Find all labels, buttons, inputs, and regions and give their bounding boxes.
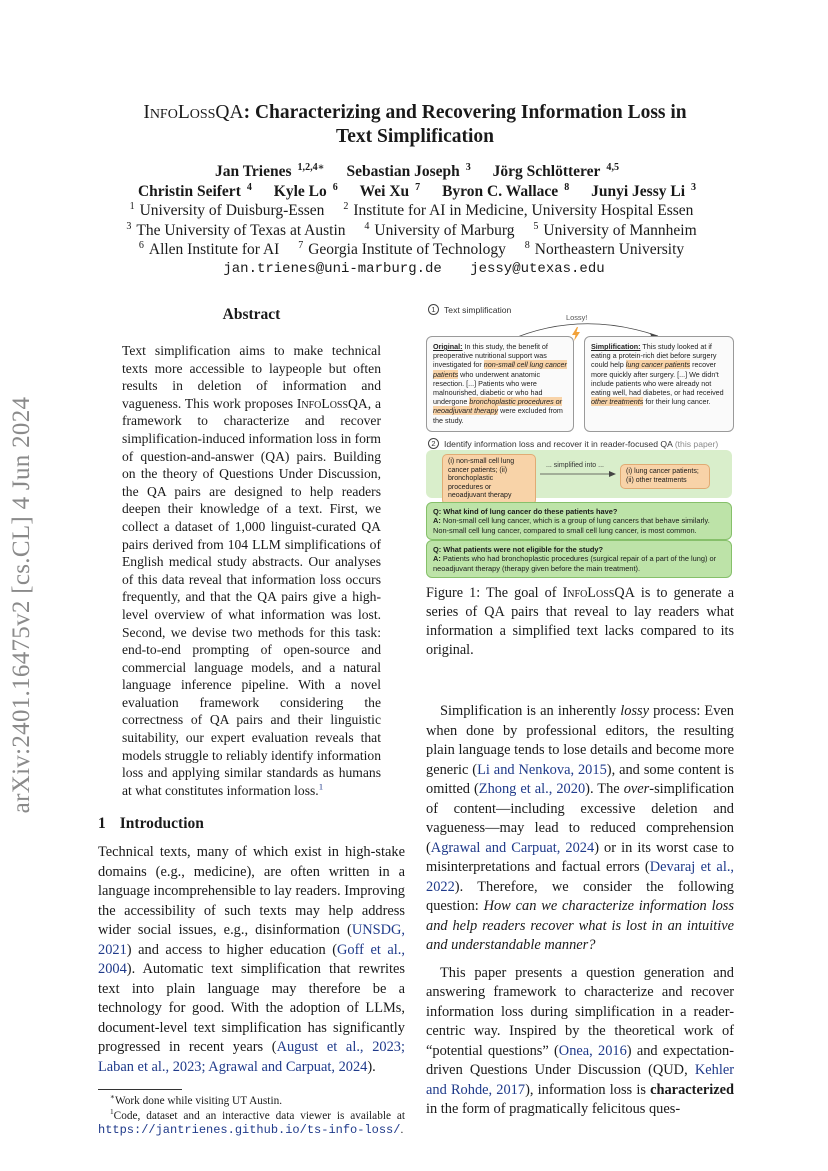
introduction-paragraph: Technical texts, many of which exist in high-stake domains (e.g., medicine), are often written in a language incomprehensible to lay readers. Improving the accessibility of such texts may help address wider social issues, e.g., disinformation (UNSDG, 2021) and access to higher education (Goff et al., 2004). Automatic text simplification that rewrites text into plain language may therefore be a technology for good. With the adoption of LLMs, document-level text simplification has significantly progressed in recent years (August et al., 2023; Laban et al., 2023; Agrawal and Carpuat, 2024). bbox=[98, 844, 405, 1075]
right-column bbox=[426, 300, 734, 1120]
qa-pair-1: Q: What kind of lung cancer do these patients have? A: Non-small cell lung cancer, which is a group of lung cancers that behave similarly. Non-small cell lung cancer, compared to small cell lung cancer, is most common. bbox=[426, 502, 732, 540]
author-name: Jörg Schlötterer $^{4,5}$ bbox=[492, 161, 619, 180]
lossy-label: Lossy! bbox=[566, 313, 588, 322]
affiliation-line-1 bbox=[80, 201, 748, 221]
author-name: Byron C. Wallace $^8$ bbox=[442, 181, 570, 200]
original-text-box: Original: In this study, the benefit of preoperative nutritional support was investigated for non-small cell lung cancer patients who underwent anatomic resection. [...] Patients who were malnourished, diabetic or who had undergone bronchoplastic procedures or neoadjuvant therapy were excluded from the study. bbox=[426, 336, 574, 432]
affiliation: $^4$ University of Marburg bbox=[364, 220, 515, 239]
author-line-1 bbox=[80, 162, 748, 182]
author-name: Junyi Jessy Li $^3$ bbox=[591, 181, 697, 200]
qa-pair-2: Q: What patients were not eligible for the study? A: Patients who had bronchoplastic procedures (surgical repair of a part of the lung) or neoadjuvant therapy (therapy given before the main treatment). bbox=[426, 540, 732, 578]
section-heading-introduction: 1 Introduction bbox=[98, 815, 204, 833]
arxiv-id-text: arXiv:2401.16475v2 [cs.CL] 4 Jun 2024 bbox=[8, 396, 35, 814]
paragraph-simplification-lossy: Simplification is an inherently lossy process: Even when done by professional editors, the resulting plain language tends to lose details and become more generic (Li and Nenkova, 2015), and some content is omitted (Zhong et al., 2020). The over-simplification of content—including excessive deletion and vagueness—may lead to reduced comprehension (Agrawal and Carpuat, 2024) or in its worst case to misinterpretations and factual errors (Devaraj et al., 2022). Therefore, we consider the following question: How can we characterize information loss and help readers recover what is lost in an intuitive and understandable manner? bbox=[426, 703, 735, 953]
figure-step-2: 2 Identify information loss and recover it in reader-focused QA (this paper) bbox=[428, 438, 718, 449]
abstract-body: Text simplification aims to make technical texts more accessible to laypeople but often results in deletion of information and vagueness. This work proposes InfoLossQA, a framework to characterize and recover simplification-induced information loss in form of question-and-answer (QA) pairs. Building on the theory of Questions Under Discussion, the QA pairs are designed to help readers deepen their knowledge of a text. First, we collect a dataset of 1,000 linguist-curated QA pairs derived from 104 LLM simplifications of English medical study abstracts. Our analyses of this data reveal that information loss occurs frequently, and that the QA pairs give a high-level overview of what information was lost. Second, we devise two methods for this task: end-to-end prompting of open-source and commercial language models, and a natural language inference pipeline. With a novel evaluation framework considering the correctness of QA pairs and their linguistic suitability, our expert evaluation reveals that models struggle to reliably identify information loss and applying similar standards as humans at what constitutes information loss.$^1$ bbox=[122, 343, 381, 798]
footnote-work-done: ∗Work done while visiting UT Austin. bbox=[110, 1092, 283, 1108]
footnote-divider bbox=[98, 1089, 182, 1090]
author-block bbox=[80, 162, 748, 279]
author-name: Wei Xu $^7$ bbox=[359, 181, 421, 200]
figure-caption: Figure 1: The goal of InfoLossQA is to generate a series of QA pairs that reveal to lay readers what information a simplified text lacks compared to its original. bbox=[426, 585, 735, 658]
step-number-1: 1 bbox=[428, 304, 439, 315]
title-line1: : Characterizing and Recovering Information Loss in bbox=[243, 102, 687, 123]
simplification-text-box: Simplification: This study looked at if eating a protein-rich diet before surgery could help lung cancer patients recover more quickly after surgery. [...] We didn't include patients who were already not eating well, had diabetes, or had received other treatments for their lung cancer. bbox=[584, 336, 734, 432]
abstract-heading: Abstract bbox=[222, 306, 281, 323]
contact-emails bbox=[80, 260, 748, 280]
figure-step-1: 1 Text simplification bbox=[428, 304, 511, 315]
right-arrow-icon bbox=[538, 470, 618, 478]
footnote-ref[interactable]: 1 bbox=[318, 781, 324, 792]
citation-link[interactable]: Zhong et al., 2020 bbox=[478, 781, 586, 797]
paper-title bbox=[100, 101, 730, 149]
arxiv-identifier-stamp bbox=[2, 370, 42, 840]
author-name: Sebastian Joseph $^3$ bbox=[346, 161, 471, 180]
project-url-link[interactable]: https://jantrienes.github.io/ts-info-loss/ bbox=[98, 1123, 401, 1138]
author-line-2 bbox=[80, 182, 748, 202]
email-link[interactable]: jan.trienes@uni-marburg.de bbox=[223, 260, 442, 277]
affiliation: $^6$ Allen Institute for AI bbox=[138, 239, 280, 258]
author-name: Kyle Lo $^6$ bbox=[273, 181, 338, 200]
simplified-into-label: ... simplified into ... bbox=[546, 462, 604, 469]
footnote-code-availability: $^1$Code, dataset and an interactive data viewer is available at https://jantrienes.github.io/ts-info-loss/. bbox=[98, 1107, 405, 1138]
citation-link[interactable]: August et al., 2023; Laban et al., 2023; Agrawal and Carpuat, 2024 bbox=[98, 1039, 405, 1075]
step-number-2: 2 bbox=[428, 438, 439, 449]
figure-1 bbox=[426, 300, 734, 572]
affiliation: $^8$ Northeastern University bbox=[524, 239, 685, 258]
original-span-tag: (i) non-small cell lung cancer patients; (ii) bronchoplastic procedures or neoadjuvant therapy bbox=[442, 454, 536, 505]
affiliation: $^3$ The University of Texas at Austin bbox=[126, 220, 346, 239]
paragraph-framework: This paper presents a question generation and answering framework to characterize and recover information loss during simplification in a reader-centric way. Inspired by the theoretical work of “potential questions” (Onea, 2016) and expectation-driven Questions Under Discussion (QUD, Kehler and Rohde, 2017), information loss is characterized in the form of pragmatically felicitous ques- bbox=[426, 964, 734, 1117]
left-column bbox=[98, 300, 405, 1138]
affiliation: $^2$ Institute for AI in Medicine, University Hospital Essen bbox=[343, 200, 694, 219]
citation-link[interactable]: Agrawal and Carpuat, 2024 bbox=[430, 839, 595, 856]
citation-link[interactable]: Goff et al., 2004 bbox=[98, 941, 405, 978]
title-system-name: InfoLossQA bbox=[143, 102, 244, 123]
title-line2: Text Simplification bbox=[336, 126, 494, 147]
citation-link[interactable]: Onea, 2016 bbox=[558, 1042, 627, 1059]
author-name: Christin Seifert $^4$ bbox=[137, 181, 252, 200]
citation-link[interactable]: Li and Nenkova, 2015 bbox=[477, 761, 607, 778]
simplified-span-tag: (i) lung cancer patients; (ii) other treatments bbox=[620, 464, 710, 489]
affiliation: $^1$ University of Duisburg-Essen bbox=[129, 200, 325, 219]
citation-link[interactable]: Devaraj et al., 2022 bbox=[426, 859, 735, 895]
citation-link[interactable]: UNSDG, 2021 bbox=[98, 922, 405, 958]
affiliation: $^7$ Georgia Institute of Technology bbox=[298, 239, 506, 258]
affiliation-line-2 bbox=[80, 221, 748, 241]
author-name: Jan Trienes $^{1,2,4∗}$ bbox=[215, 161, 325, 180]
affiliation-line-3 bbox=[80, 240, 748, 260]
citation-link[interactable]: Kehler and Rohde, 2017 bbox=[426, 1062, 734, 1098]
email-link[interactable]: jessy@utexas.edu bbox=[470, 260, 605, 277]
affiliation: $^5$ University of Mannheim bbox=[533, 220, 697, 239]
